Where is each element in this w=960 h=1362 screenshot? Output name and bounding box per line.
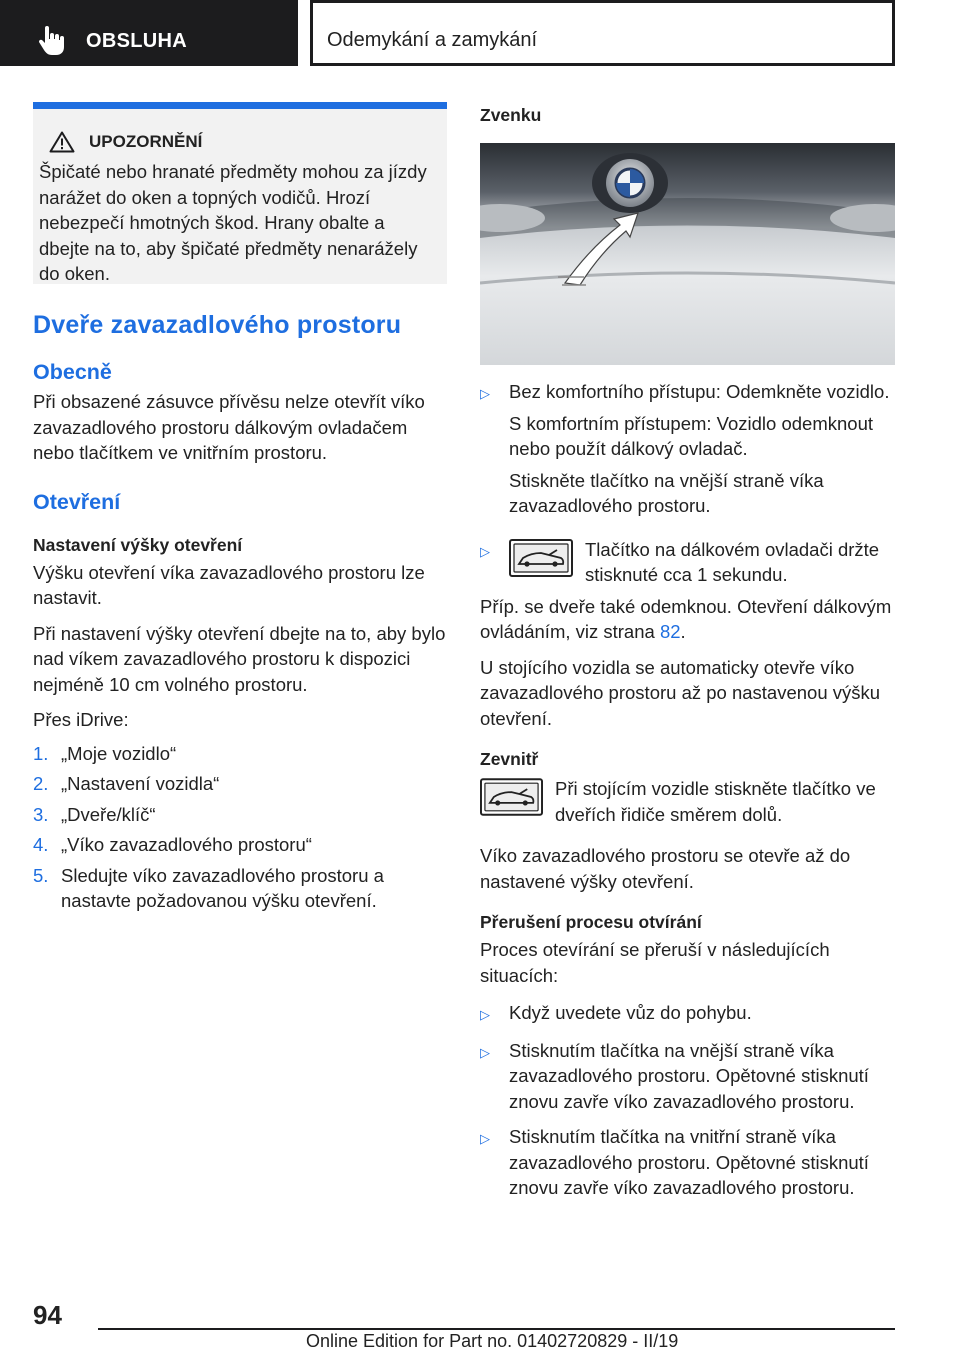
trunk-button-photo bbox=[480, 143, 895, 365]
door-trunk-button-icon bbox=[480, 778, 543, 816]
left-column bbox=[33, 102, 447, 919]
height-text-2: Při nastavení výšky otevření dbejte na to, aby bylo nad víkem zavazadlového prostoru k dispozici nejméně 10 cm volného prostoru. bbox=[33, 622, 446, 695]
bullet-text: Bez komfortního přístupu: Odemkněte vozidlo. bbox=[509, 381, 890, 402]
warning-text: Špičaté nebo hranaté předměty mohou za jízdy narážet do oken a topných vodičů. Hrozí nebezpečí hmotných škod. Hrany obalte a dbejte na to, aby špičaté předměty nenarážely do oken. bbox=[39, 161, 427, 284]
interrupt-heading: Přerušení procesu otvírání bbox=[480, 912, 702, 932]
bullet-text: Když uvedete vůz do pohybu. bbox=[509, 1002, 752, 1023]
bullet-text: Tlačítko na dálkovém ovladači držte stisknuté cca 1 sekundu. bbox=[585, 538, 880, 585]
step-text: „Moje vozidlo“ bbox=[61, 742, 177, 764]
general-text: Při obsazené zásuvce přívěsu nelze otevřít víko zavazadlového prostoru dálkovým ovladačem nebo tlačítkem ve vnitřním prostoru. bbox=[33, 391, 425, 463]
interrupt-list bbox=[480, 1000, 895, 1201]
list-item bbox=[33, 741, 447, 767]
list-item bbox=[33, 863, 447, 914]
warning-heading bbox=[49, 131, 439, 153]
auto-text: U stojícího vozidla se automaticky otevře víko zavazadlového prostoru až po nastavenou výšku otevření. bbox=[480, 656, 881, 729]
bullet-text: Stisknutím tlačítka na vnitřní straně víka zavazadlového prostoru. Opětovné stisknutí znovu zavře víko zavazadlového prostoru. bbox=[509, 1126, 869, 1198]
list-item bbox=[480, 1000, 895, 1028]
step-number: 3. bbox=[33, 803, 49, 825]
step-number: 4. bbox=[33, 834, 49, 855]
inside-heading: Zevnitř bbox=[480, 749, 539, 769]
page-ref-link[interactable]: 82 bbox=[659, 621, 681, 642]
step-text: „Víko zavazadlového prostoru“ bbox=[61, 834, 312, 855]
idrive-intro: Přes iDrive: bbox=[33, 709, 129, 730]
section-heading: Dveře zavazadlového prostoru bbox=[33, 311, 402, 339]
doors-text bbox=[480, 594, 895, 645]
step-number: 1. bbox=[33, 742, 49, 764]
inside-text: Při stojícím vozidle stiskněte tlačítko ve dveřích řidiče směrem dolů. bbox=[555, 778, 876, 825]
list-item bbox=[480, 537, 895, 588]
section-label: OBSLUHA bbox=[86, 30, 187, 52]
warning-triangle-icon bbox=[49, 131, 75, 153]
opening-heading: Otevření bbox=[33, 489, 121, 514]
step-text: Sledujte víko zavazadlového prostoru a nastavte požadovanou výšku otevření. bbox=[61, 864, 384, 911]
bullet-triangle-icon: ▷ bbox=[480, 543, 490, 559]
height-heading: Nastavení výšky otevření bbox=[33, 534, 243, 555]
step-number: 5. bbox=[33, 864, 49, 886]
list-item bbox=[33, 802, 447, 828]
edition-footer: Online Edition for Part no. 01402720829 - II/19 bbox=[306, 1331, 679, 1351]
bullet-text: Stiskněte tlačítko na vnější straně víka zavazadlového prostoru. bbox=[509, 469, 824, 516]
general-heading: Obecně bbox=[33, 360, 112, 384]
inside-row bbox=[480, 776, 895, 827]
warning-title: UPOZORNĚNÍ bbox=[89, 132, 203, 151]
bullet-triangle-icon: ▷ bbox=[480, 386, 490, 401]
topic-tab[interactable] bbox=[313, 0, 895, 66]
list-item bbox=[33, 832, 447, 858]
section-tab[interactable] bbox=[0, 0, 298, 66]
right-column bbox=[480, 102, 895, 1211]
list-item bbox=[480, 1124, 895, 1201]
page-number: 94 bbox=[33, 1300, 62, 1330]
bullet-text: S komfortním přístupem: Vozidlo odemknout nebo použít dálkový ovladač. bbox=[509, 412, 874, 459]
idrive-steps bbox=[33, 741, 447, 914]
step-number: 2. bbox=[33, 773, 49, 794]
warning-box bbox=[33, 102, 447, 284]
doors-text-post: . bbox=[680, 621, 686, 642]
interrupt-text: Proces otevírání se přeruší v následujících situacích: bbox=[480, 939, 830, 986]
step-text: „Dveře/klíč“ bbox=[61, 803, 156, 825]
list-item bbox=[480, 379, 895, 519]
outside-steps bbox=[480, 379, 895, 588]
hand-pointer-icon bbox=[38, 26, 64, 56]
list-item bbox=[33, 771, 447, 797]
bullet-triangle-icon: ▷ bbox=[480, 1131, 490, 1146]
inside-result: Víko zavazadlového prostoru se otevře až do nastavené výšky otevření. bbox=[480, 845, 851, 892]
bullet-triangle-icon: ▷ bbox=[480, 1007, 490, 1022]
topic-label: Odemykání a zamykání bbox=[327, 29, 538, 51]
page-header bbox=[0, 0, 960, 66]
outside-heading: Zvenku bbox=[480, 105, 542, 125]
step-text: „Nastavení vozidla“ bbox=[61, 773, 220, 794]
list-item bbox=[480, 1038, 895, 1115]
height-text-1: Výšku otevření víka zavazadlového prostoru lze nastavit. bbox=[33, 561, 425, 608]
doors-text-pre: Příp. se dveře také odemknou. Otevření dálkovým ovládáním, viz strana bbox=[480, 595, 892, 642]
bullet-text: Stisknutím tlačítka na vnější straně víka zavazadlového prostoru. Opětovné stisknutí znovu zavře víko zavazadlového prostoru. bbox=[509, 1039, 869, 1112]
footer-divider bbox=[98, 1328, 895, 1330]
bullet-triangle-icon: ▷ bbox=[480, 1044, 490, 1060]
remote-trunk-button-icon bbox=[509, 539, 573, 577]
